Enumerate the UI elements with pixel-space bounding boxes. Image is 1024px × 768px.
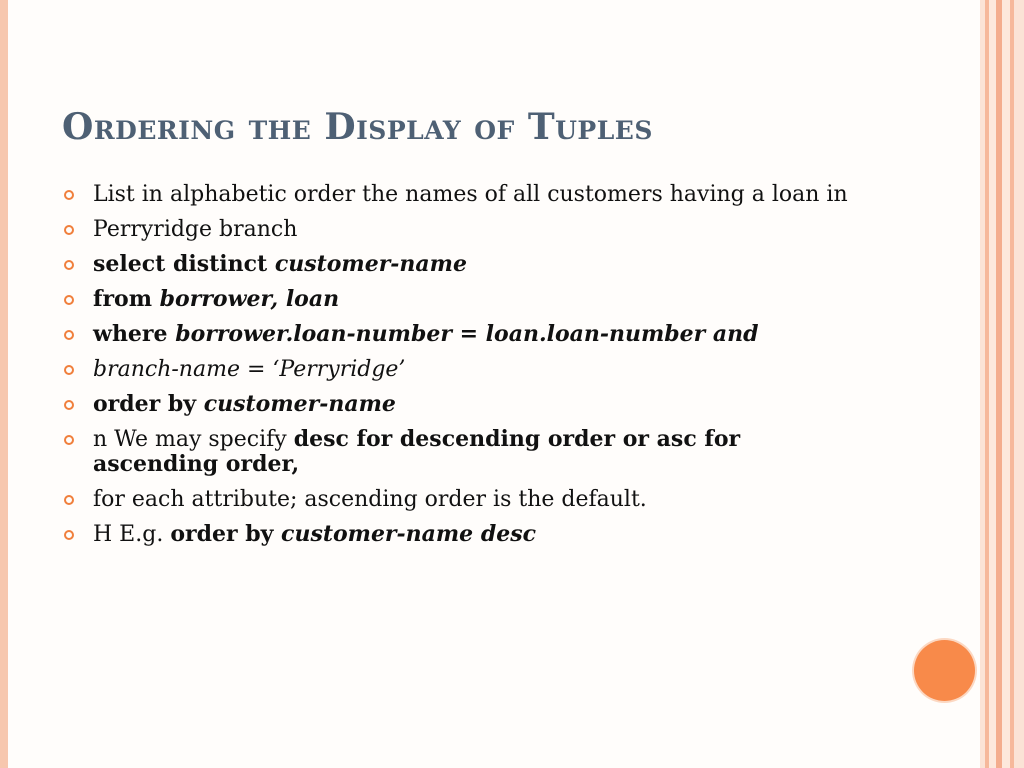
bullet-text: branch-name — [93, 357, 240, 382]
bullet-text: for each attribute; ascending order is the default. — [93, 487, 647, 512]
bullet-item — [62, 252, 862, 277]
left-border-decoration — [0, 0, 8, 768]
slide-title: Ordering the Display of Tuples — [62, 106, 653, 148]
ring-bullet-icon — [64, 435, 74, 445]
bullet-text: order by — [93, 391, 204, 417]
bullet-item — [62, 487, 862, 512]
bullet-text: List in alphabetic order the names of all customers having a loan in — [93, 182, 848, 207]
bullet-text: H E.g. — [93, 522, 171, 547]
ring-bullet-icon — [64, 330, 74, 340]
bullet-text: = ‘Perryridge’ — [239, 357, 406, 382]
bullet-item — [62, 522, 862, 547]
bullet-text: select distinct — [93, 251, 275, 277]
bullet-text: borrower.loan-number = loan.loan-number and — [175, 321, 759, 347]
decorative-orange-circle — [914, 640, 975, 701]
bullet-text: customer-name — [274, 251, 467, 277]
bullet-text: customer-name desc — [281, 521, 537, 547]
bullet-text: order by — [170, 521, 282, 547]
bullet-item — [62, 392, 862, 417]
ring-bullet-icon — [64, 260, 74, 270]
right-stripe-decoration — [980, 0, 1024, 768]
bullet-text: where — [93, 321, 176, 347]
ring-bullet-icon — [64, 295, 74, 305]
bullet-text: customer-name — [203, 391, 396, 417]
bullet-text: desc for descending order or asc for ascending order, — [93, 426, 741, 477]
bullet-item — [62, 182, 862, 207]
bullet-text: from — [93, 286, 160, 312]
ring-bullet-icon — [64, 530, 74, 540]
bullet-text: n We may specify — [93, 427, 294, 452]
bullet-text: borrower, loan — [159, 286, 340, 312]
bullet-list — [62, 182, 862, 557]
ring-bullet-icon — [64, 365, 74, 375]
ring-bullet-icon — [64, 495, 74, 505]
bullet-text: Perryridge branch — [93, 217, 298, 242]
bullet-item — [62, 357, 862, 382]
bullet-item — [62, 217, 862, 242]
ring-bullet-icon — [64, 400, 74, 410]
bullet-item — [62, 322, 862, 347]
ring-bullet-icon — [64, 225, 74, 235]
ring-bullet-icon — [64, 190, 74, 200]
bullet-item — [62, 287, 862, 312]
bullet-item — [62, 427, 862, 477]
